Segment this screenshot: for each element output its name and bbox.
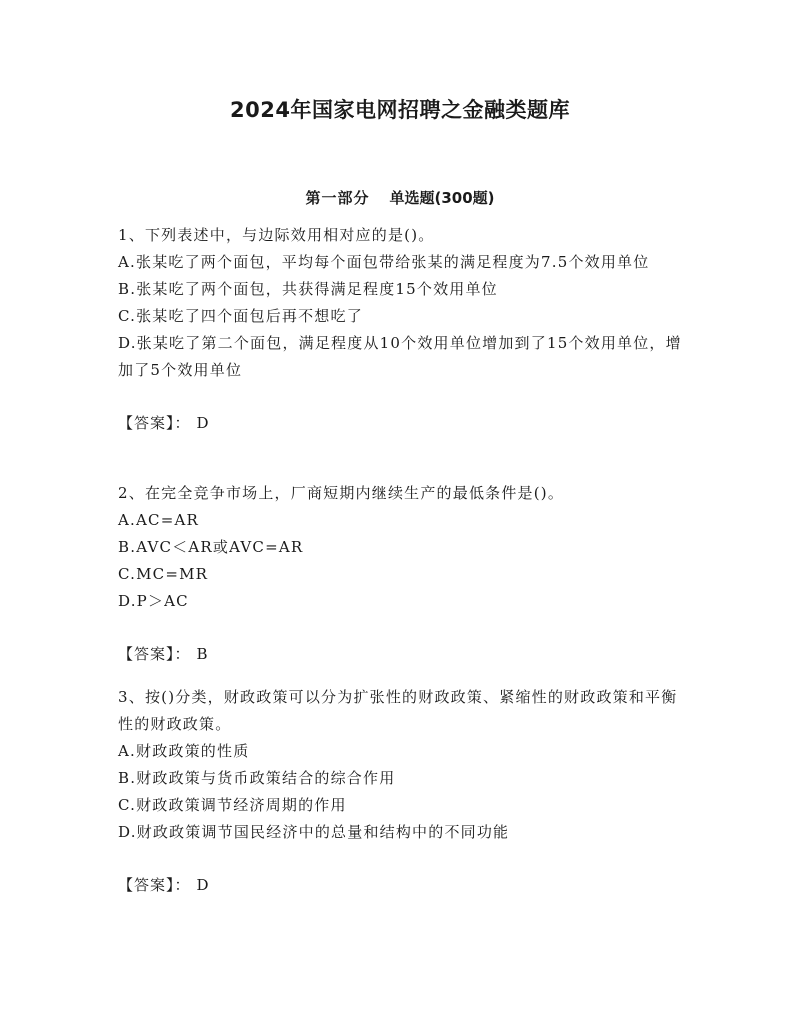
question-block	[118, 684, 684, 899]
answer-value: D	[196, 876, 210, 894]
question-option-b: B.AVC＜AR或AVC=AR	[118, 538, 304, 556]
section-name: 单选题(300题)	[389, 189, 495, 207]
answer-label: 【答案】：	[118, 876, 191, 894]
question-block	[118, 480, 684, 668]
question-option-c: C.MC=MR	[118, 565, 209, 583]
answer-label: 【答案】：	[118, 414, 191, 432]
question-stem: 3、按()分类，财政政策可以分为扩张性的财政政策、紧缩性的财政政策和平衡性的财政政策。	[118, 688, 678, 733]
section-part-label: 第一部分	[305, 189, 370, 207]
answer-value: B	[196, 645, 209, 663]
question-option-c: C.财政政策调节经济周期的作用	[118, 796, 347, 814]
answer-line	[118, 641, 684, 668]
answer-line	[118, 872, 684, 899]
question-option-d: D.张某吃了第二个面包，满足程度从10个效用单位增加到了15个效用单位，增加了5个效用单位	[118, 334, 682, 379]
question-stem: 1、下列表述中，与边际效用相对应的是()。	[118, 226, 435, 244]
question-option-a: A.财政政策的性质	[118, 742, 250, 760]
answer-value: D	[196, 414, 210, 432]
question-option-a: A.AC=AR	[118, 511, 200, 529]
question-option-d: D.P＞AC	[118, 592, 189, 610]
section-heading	[0, 187, 800, 208]
question-option-b: B.张某吃了两个面包，共获得满足程度15个效用单位	[118, 280, 498, 298]
question-option-a: A.张某吃了两个面包，平均每个面包带给张某的满足程度为7.5个效用单位	[118, 253, 650, 271]
question-option-c: C.张某吃了四个面包后再不想吃了	[118, 307, 363, 325]
question-option-b: B.财政政策与货币政策结合的综合作用	[118, 769, 396, 787]
question-stem: 2、在完全竞争市场上，厂商短期内继续生产的最低条件是()。	[118, 484, 565, 502]
question-option-d: D.财政政策调节国民经济中的总量和结构中的不同功能	[118, 823, 510, 841]
answer-label: 【答案】：	[118, 645, 191, 663]
answer-line	[118, 410, 684, 437]
question-block	[118, 222, 684, 437]
document-title: 2024年国家电网招聘之金融类题库	[230, 98, 570, 122]
